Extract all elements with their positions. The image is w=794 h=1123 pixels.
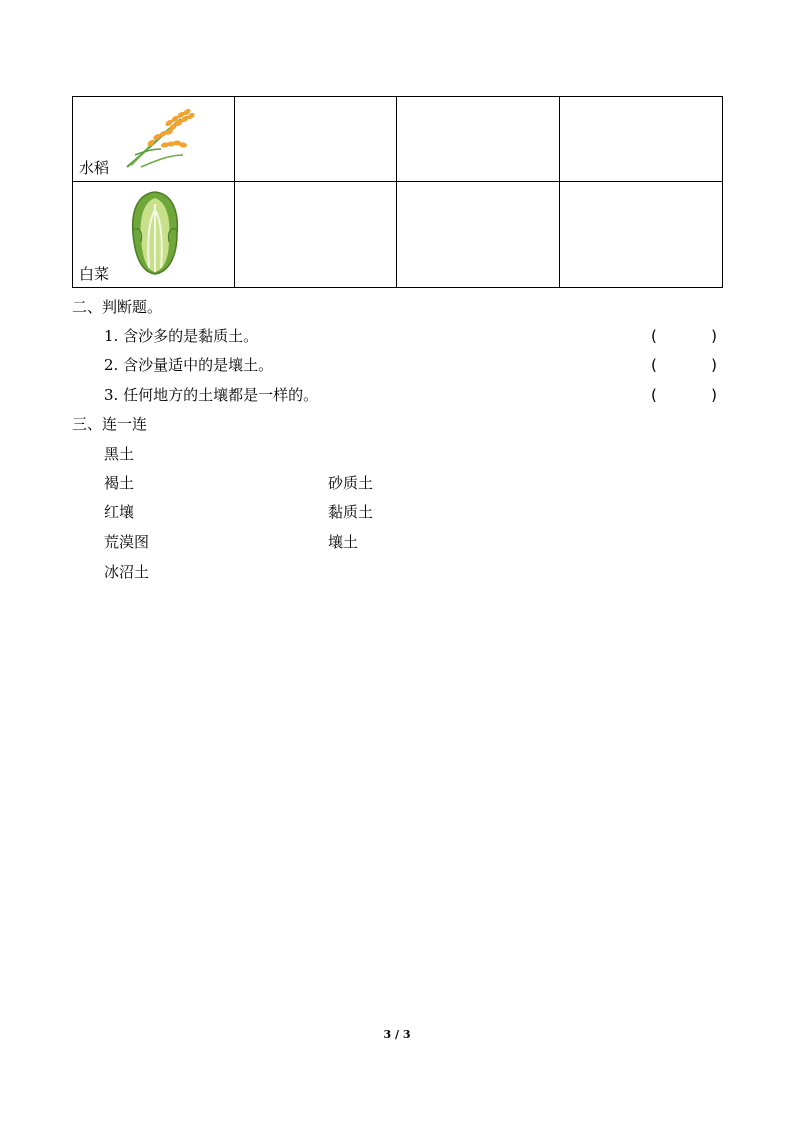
match-left-item[interactable]: 红壤 [104,503,135,521]
rice-plant-icon [121,105,203,171]
close-paren: ) [711,386,717,404]
judge-question-2 [104,356,273,374]
match-left-item[interactable]: 黑土 [104,445,135,463]
section3-title: 三、连一连 [72,415,148,433]
judge-question-1 [104,327,258,345]
answer-cell[interactable] [397,97,560,182]
open-paren: ( [651,386,657,404]
match-right-item[interactable]: 砂质土 [328,474,374,492]
section2-title: 二、判断题。 [72,298,163,316]
open-paren: ( [651,327,657,345]
match-left-item[interactable]: 冰沼土 [104,563,150,581]
page-number: 3 / 3 [383,1028,411,1041]
question-text: 含沙多的是黏质土。 [123,327,259,345]
match-left-item[interactable]: 褐土 [104,474,135,492]
crop-cell-cabbage [73,182,235,288]
question-number: 2. [104,356,119,374]
close-paren: ) [711,327,717,345]
match-right-item[interactable]: 壤土 [328,533,359,551]
chinese-cabbage-icon [129,190,181,276]
match-left-item[interactable]: 荒漠图 [104,533,150,551]
judge-question-3 [104,386,318,404]
match-right-item[interactable]: 黏质土 [328,503,374,521]
open-paren: ( [651,356,657,374]
answer-cell[interactable] [397,182,560,288]
crop-label-rice: 水稻 [79,159,110,177]
answer-cell[interactable] [560,97,723,182]
question-number: 3. [104,386,119,404]
crop-cell-rice [73,97,235,182]
answer-cell[interactable] [560,182,723,288]
question-number: 1. [104,327,119,345]
close-paren: ) [711,356,717,374]
table-row-rice [73,97,723,182]
answer-cell[interactable] [235,97,397,182]
table-row-cabbage [73,182,723,288]
question-text: 含沙量适中的是壤土。 [123,356,274,374]
crop-label-cabbage: 白菜 [79,265,110,283]
crop-table [72,96,723,288]
question-text: 任何地方的土壤都是一样的。 [123,386,319,404]
answer-cell[interactable] [235,182,397,288]
